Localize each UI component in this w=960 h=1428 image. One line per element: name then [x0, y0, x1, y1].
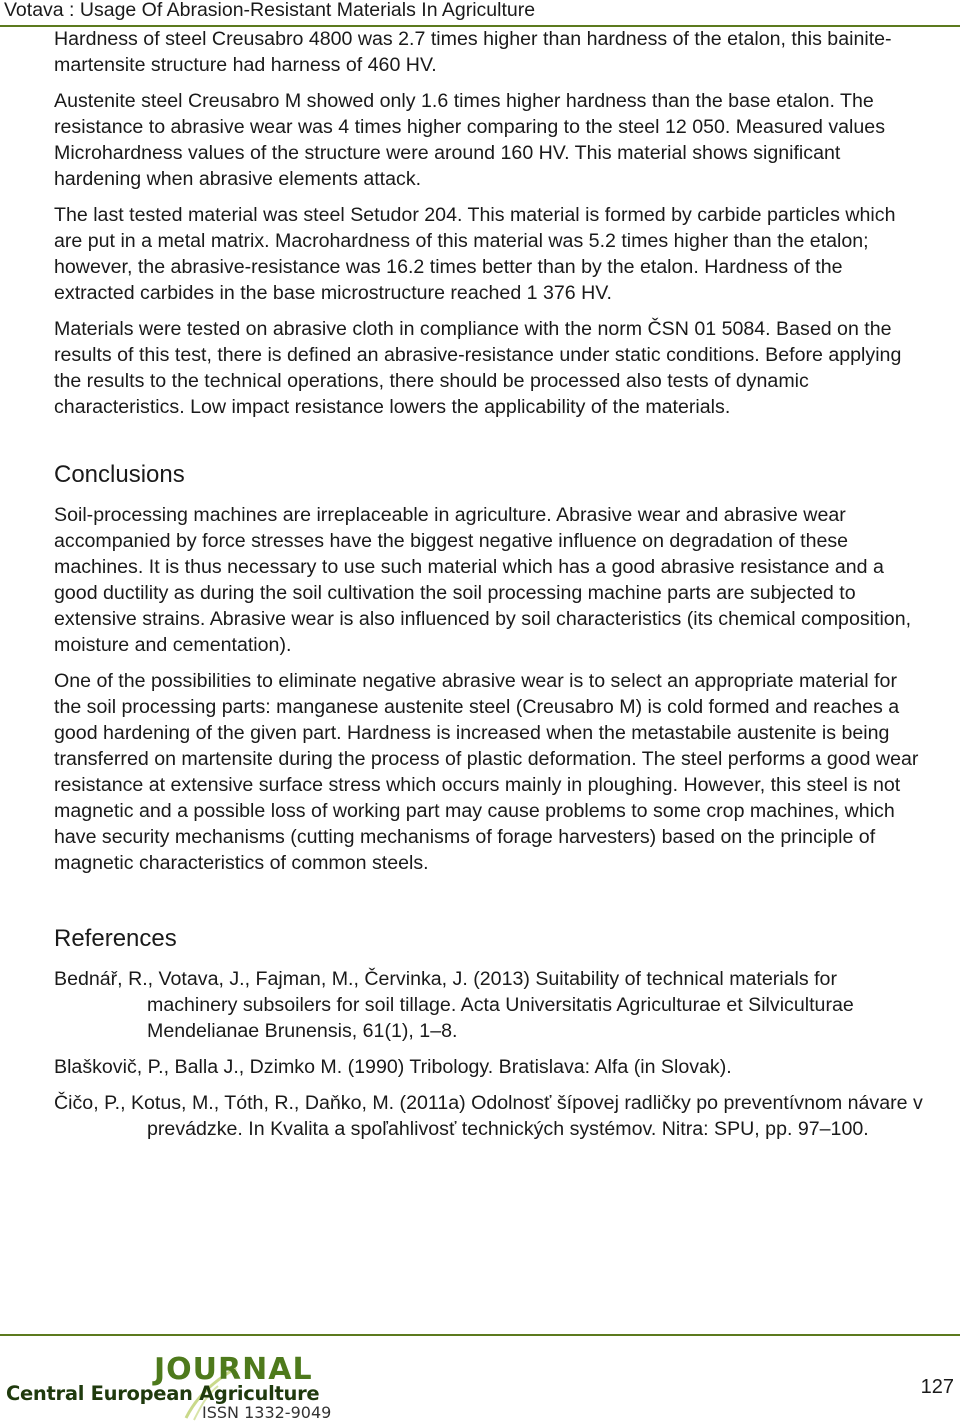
reference-item: Čičo, P., Kotus, M., Tóth, R., Daňko, M. (2011a) Odolnosť šípovej radličky po preventívnom návare v prevádzke. In Kvalita a spoľahlivosť technických systémov. Nitra: SPU, pp. 97–100.: [54, 1092, 923, 1140]
running-title: Votava : Usage Of Abrasion-Resistant Materials In Agriculture: [4, 0, 536, 21]
conclusions-heading: Conclusions: [54, 461, 185, 488]
reference-item: Blaškovič, P., Balla J., Dzimko M. (1990) Tribology. Bratislava: Alfa (in Slovak).: [54, 1056, 732, 1078]
page-content: [54, 26, 926, 1152]
body-paragraph: The last tested material was steel Setudor 204. This material is formed by carbide particles which are put in a metal matrix. Macrohardness of this material was 5.2 times higher than the etalon; however, the abrasive-resistance was 16.2 times better than by the etalon. Hardness of the extracted carbides in the base microstructure reached 1 376 HV.: [54, 204, 896, 304]
body-paragraph: Materials were tested on abrasive cloth in compliance with the norm ČSN 01 5084. Based on the results of this test, there is defined an abrasive-resistance under static conditions. Before applying the results to the technical operations, there should be processed also tests of dynamic characteristics. Low impact resistance lowers the applicability of the materials.: [54, 318, 902, 418]
body-paragraph: Hardness of steel Creusabro 4800 was 2.7 times higher than hardness of the etalon, this bainite-martensite structure had harness of 460 HV.: [54, 28, 892, 76]
reference-item: Bednář, R., Votava, J., Fajman, M., Červinka, J. (2013) Suitability of technical materials for machinery subsoilers for soil tillage. Acta Universitatis Agriculturae et Silviculturae Mendelianae Brunensis, 61(1), 1–8.: [54, 968, 854, 1042]
logo-journal-text: JOURNAL: [154, 1352, 313, 1387]
body-paragraph: Austenite steel Creusabro M showed only 1.6 times higher hardness than the base etalon. The resistance to abrasive wear was 4 times higher comparing to the steel 12 050. Measured values Microhardness values of the structure were around 160 HV. This material shows significant hardening when abrasive elements attack.: [54, 90, 885, 190]
references-heading: References: [54, 925, 177, 952]
footer-divider: [0, 1334, 960, 1336]
conclusions-paragraph: One of the possibilities to eliminate negative abrasive wear is to select an appropriate material for the soil processing parts: manganese austenite steel (Creusabro M) is cold formed and reaches a good hardening of the given part. Hardness is increased when the metastabile austenite is being transferred on martensite during the process of plastic deformation. The steel performs a good wear resistance at extensive surface stress which occurs mainly in ploughing. However, this steel is not magnetic and a possible loss of working part may cause problems to some crop machines, which have security mechanisms (cutting mechanisms of forage harvesters) based on the principle of magnetic characteristics of common steels.: [54, 670, 919, 874]
logo-issn: ISSN 1332-9049: [202, 1403, 332, 1422]
conclusions-paragraph: Soil-processing machines are irreplaceable in agriculture. Abrasive wear and abrasive wear accompanied by force stresses have the biggest negative influence on degradation of these machines. It is thus necessary to use such material which has a good abrasive resistance and a good ductility as during the soil cultivation the soil processing machine parts are subjected to extensive strains. Abrasive wear is also influenced by soil characteristics (its chemical composition, moisture and cementation).: [54, 504, 912, 656]
running-header: [0, 0, 960, 27]
page-number: 127: [920, 1376, 954, 1398]
journal-logo: [6, 1352, 336, 1422]
logo-journal-name: Central European Agriculture: [6, 1382, 320, 1405]
